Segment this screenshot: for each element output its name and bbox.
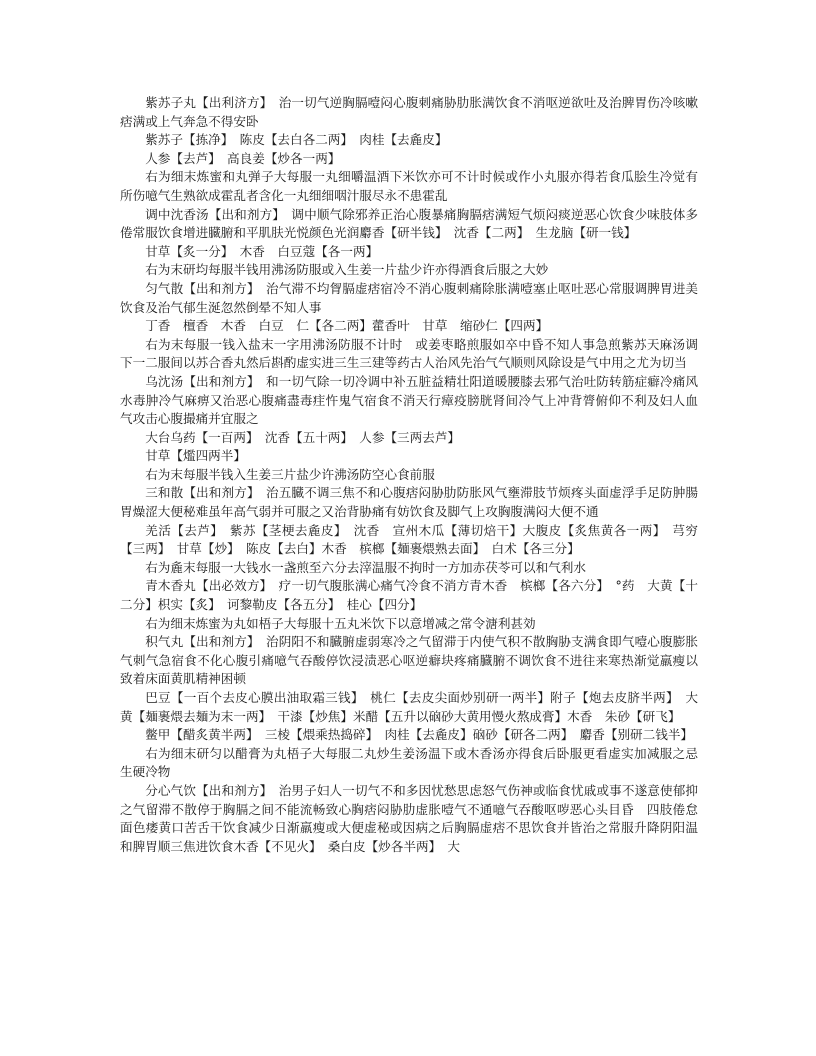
- paragraph: 甘草【爁四两半】: [145, 448, 246, 464]
- paragraph: 羌活【去芦】 紫苏【茎梗去麁皮】 沈香 宣州木瓜【薄切焙干】大腹皮【炙焦黄各一两】 芎穷【三两】 甘草【炒】 陈皮【去白】木香 槟榔【麺裹煨熟去面】 白术【各三分】: [120, 522, 698, 557]
- paragraph: 大台乌药【一百两】 沈香【五十两】 人参【三两去芦】: [145, 429, 461, 445]
- paragraph: 调中沈香汤【出和剂方】 调中顺气除邪养正治心腹暴痛胸膈痞满短气烦闷痰逆恶心饮食少味肢体多倦常服饮食增进臓腑和平肌肤光悦颜色光润麝香【研半钱】 沈香【二两】 生龙脑【研一钱】: [120, 206, 698, 241]
- paragraph: 右为细末炼蜜和丸弹子大每服一丸细嚼温酒下米饮亦可不计时候或作小丸服亦得若食瓜脍生冷觉有所伤噫气生熟欲成霍乱者含化一丸细细咽汁服尽永不患霍乱: [120, 169, 698, 203]
- paragraph: 右为末每服一钱入盐末一字用沸汤防服不计时 或姜枣略煎服如卒中昏不知人事急煎紫苏天麻汤调下一二服间以苏合香丸然后斟酌虚实进三生三建等药古人治风先治气气顺则风除设是气中用之尤为切当: [120, 336, 698, 371]
- paragraph: 人参【去芦】 高良姜【炒各一两】: [145, 150, 341, 166]
- paragraph: 青木香丸【出必效方】 疗一切气腹胀满心痛气冷食不消方青木香 槟榔【各六分】 °药 大黄【十二分】枳实【炙】 诃黎勒皮【各五分】 桂心【四分】: [120, 578, 698, 613]
- paragraph: 分心气饮【出和剂方】 治男子妇人一切气不和多因忧愁思虑怒气伤神或临食忧戚或事不遂意使郁抑之气留滞不散停于胸膈之间不能流畅致心胸痞闷胁肋虚胀噎气不通噫气吞酸呕哕恶心头目昏 四肢倦怠面色痿黄口苦舌干饮食减少日渐羸瘦或大便虚秘或因病之后胸膈虚痞不思饮食并皆治之常服升降阴阳温和脾胃顺三焦进饮食木香【不见火】 桑白皮【炒各半两】 大: [120, 782, 698, 854]
- paragraph: 右为麁末每服一大钱水一盏煎至六分去滓温服不拘时一方加赤茯苓可以和气利水: [145, 559, 586, 575]
- paragraph: 丁香 檀香 木香 白豆 仁【各二两】藿香叶 甘草 缩砂仁【四两】: [145, 318, 549, 334]
- paragraph: 乌沈汤【出和剂方】 和一切气除一切冷调中补五脏益精壮阳道暖腰膝去邪气治吐防转筋症癖冷痛风水毒肿冷气麻痹又治恶心腹痛盡毒疰忤鬼气宿食不消天行瘴疫膀胱肾间冷气上冲背膂俯仰不利及妇人血气攻击心腹撮痛并宜服之: [120, 373, 698, 427]
- document-page: [120, 94, 698, 856]
- paragraph: 鳖甲【醋炙黄半两】 三棱【煨乘热捣碎】 肉桂【去麁皮】硇砂【研各二两】 麝香【别研二钱半】: [145, 727, 694, 743]
- paragraph: 紫苏子【拣净】 陈皮【去白各二两】 肉桂【去麁皮】: [145, 132, 448, 148]
- paragraph: 右为末每服半钱入生姜三片盐少许沸汤防空心食前服: [145, 466, 435, 482]
- paragraph: 甘草【炙一分】 木香 白豆蔻【各一两】: [145, 243, 379, 259]
- paragraph: 紫苏子丸【出利济方】 治一切气逆胸膈噎闷心腹刺痛胁肋胀满饮食不消呕逆欲吐及治脾胃伤冷咳嗽痞满或上气奔急不得安卧: [120, 95, 698, 129]
- paragraph: 匀气散【出和剂方】 治气滞不均胷膈虚痞宿冷不消心腹刺痛除胀满噎塞止呕吐恶心常服调脾胃进美饮食及治气郁生涎忽然倒晕不知人事: [120, 280, 698, 315]
- paragraph: 积气丸【出和剂方】 治阴阳不和臓腑虚弱寒冷之气留滞于内使气积不散胸胁支满食即气噎心腹膨胀气刺气急宿食不化心腹引痛噫气吞酸停饮浸渍恶心呕逆癖块疼痛臓腑不调饮食不进往来寒热渐觉羸瘦以致着床面黄肌精神困顿: [120, 634, 698, 687]
- paragraph: 右为细末炼蜜为丸如梧子大每服十五丸米饮下以意增减之常令溏利甚効: [145, 615, 536, 631]
- paragraph: 右为细末研匀以醋膏为丸梧子大每服二丸炒生姜汤温下或木香汤亦得食后卧服更看虚实加减服之忌生硬冷物: [120, 745, 698, 780]
- paragraph: 三和散【出和剂方】 治五臓不调三焦不和心腹痞闷胁肋防胀风气壅滞肢节烦疼头面虚浮手足防肿腸胃燥涩大便秘难虽年高气弱并可服之又治背胁痛有妨饮食及脚气上攻胸腹满闷大便不通: [120, 485, 698, 520]
- paragraph: 右为末研均每服半钱用沸汤防服或入生姜一片盐少许亦得酒食后服之大妙: [145, 262, 549, 278]
- paragraph: 巴豆【一百个去皮心膜出油取霜三钱】 桃仁【去皮尖面炒别研一两半】附子【炮去皮脐半两】 大黄【麺裹煨去麺为末一两】 干漆【炒焦】米醋【五升以硇砂大黄用慢火熬成膏】木香 朱砂【研飞】: [120, 690, 698, 724]
